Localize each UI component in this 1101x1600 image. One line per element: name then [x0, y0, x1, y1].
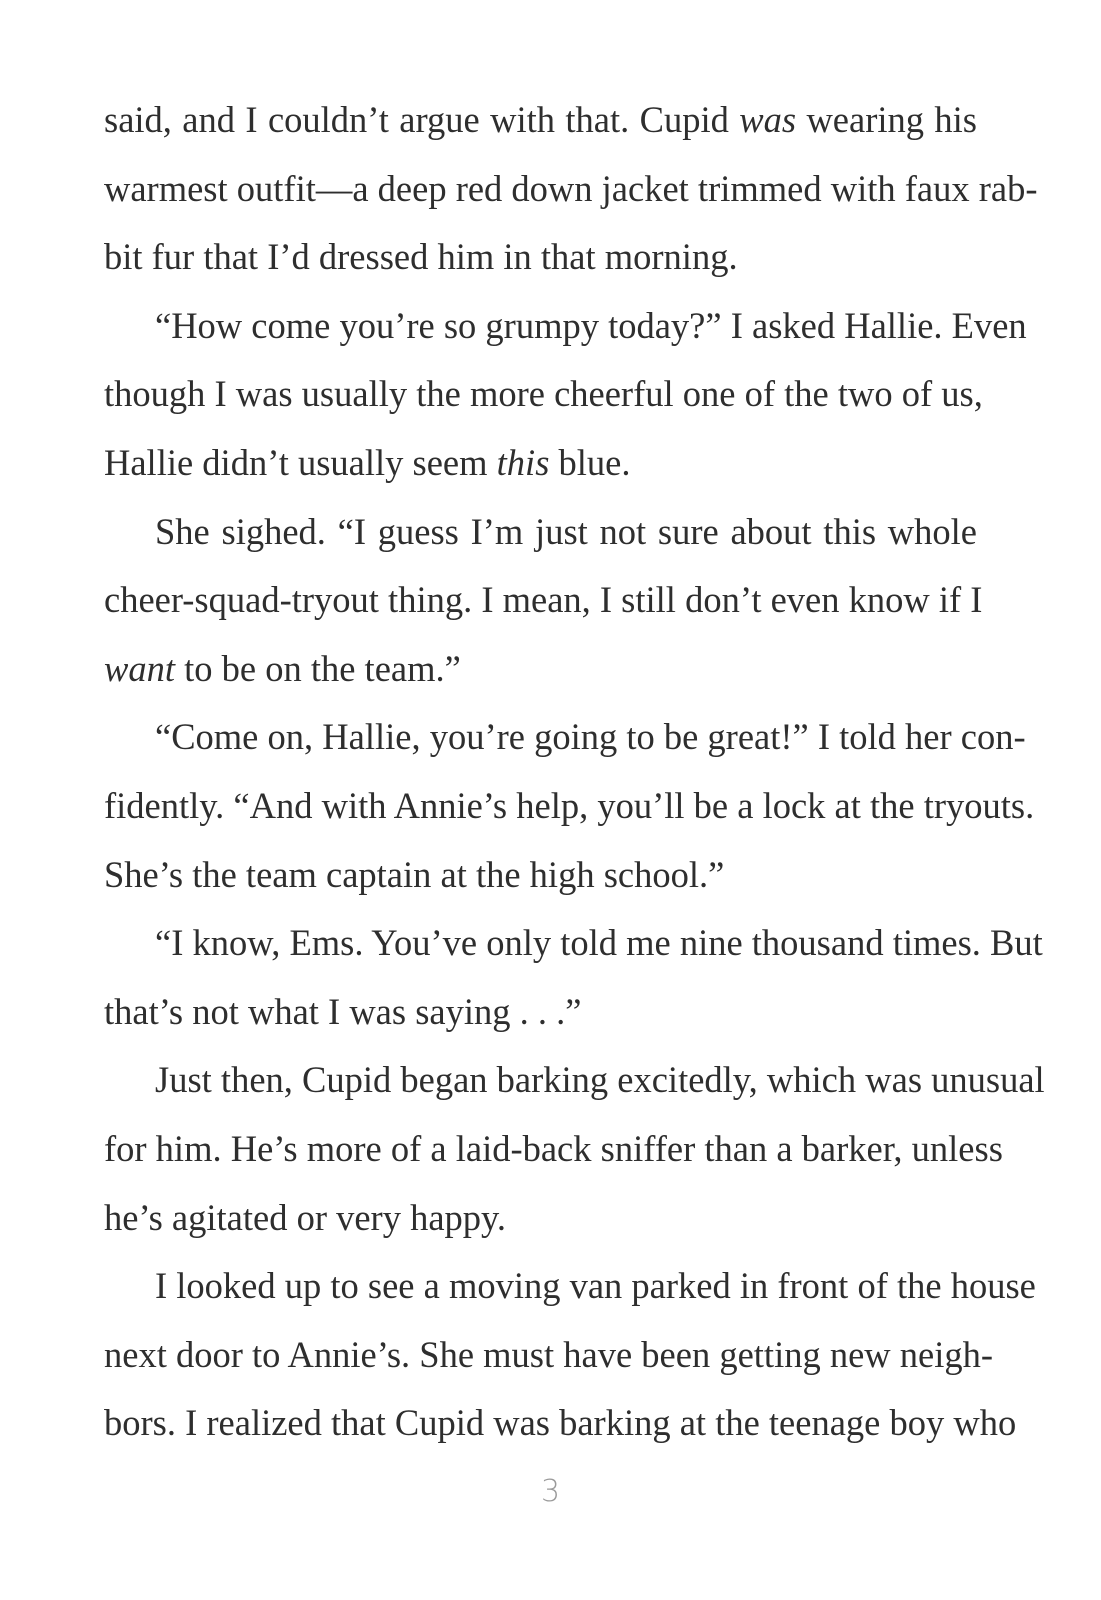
text-line: bit fur that I’d dressed him in that morning.	[104, 236, 738, 278]
text-line: he’s agitated or very happy.	[104, 1196, 507, 1238]
text-line: Hallie didn’t usually seem this blue.	[104, 441, 631, 483]
text-line: fidently. “And with Annie’s help, you’ll be a lock at the tryouts.	[104, 784, 1035, 826]
text-line: for him. He’s more of a laid-back sniffer than a barker, unless	[104, 1127, 1003, 1169]
text-line: next door to Annie’s. She must have been getting new neigh-	[104, 1333, 994, 1375]
text-line: “I know, Ems. You’ve only told me nine thousand times. But	[155, 922, 1043, 964]
body-text	[104, 94, 1045, 1466]
text-line: “Come on, Hallie, you’re going to be great!” I told her con-	[155, 716, 1026, 758]
text-line: “How come you’re so grumpy today?” I asked Hallie. Even	[155, 304, 1027, 346]
text-line: that’s not what I was saying . . .”	[104, 990, 582, 1032]
text-line: want to be on the team.”	[104, 647, 461, 689]
page-number: 3	[540, 1474, 561, 1509]
text-line: She’s the team captain at the high school.”	[104, 853, 725, 895]
text-line: though I was usually the more cheerful one of the two of us,	[104, 373, 983, 415]
text-line: bors. I realized that Cupid was barking at the teenage boy who	[104, 1402, 1017, 1444]
text-line: said, and I couldn’t argue with that. Cupid was wearing his	[104, 99, 977, 140]
text-line: cheer-squad-tryout thing. I mean, I still don’t even know if I	[104, 579, 983, 621]
text-line: She sighed. “I guess I’m just not sure about this whole	[155, 510, 977, 552]
text-line: Just then, Cupid began barking excitedly, which was unusual	[155, 1059, 1045, 1101]
text-line: I looked up to see a moving van parked in front of the house	[155, 1265, 1036, 1307]
text-line: warmest outfit—a deep red down jacket trimmed with faux rab-	[104, 167, 1038, 209]
